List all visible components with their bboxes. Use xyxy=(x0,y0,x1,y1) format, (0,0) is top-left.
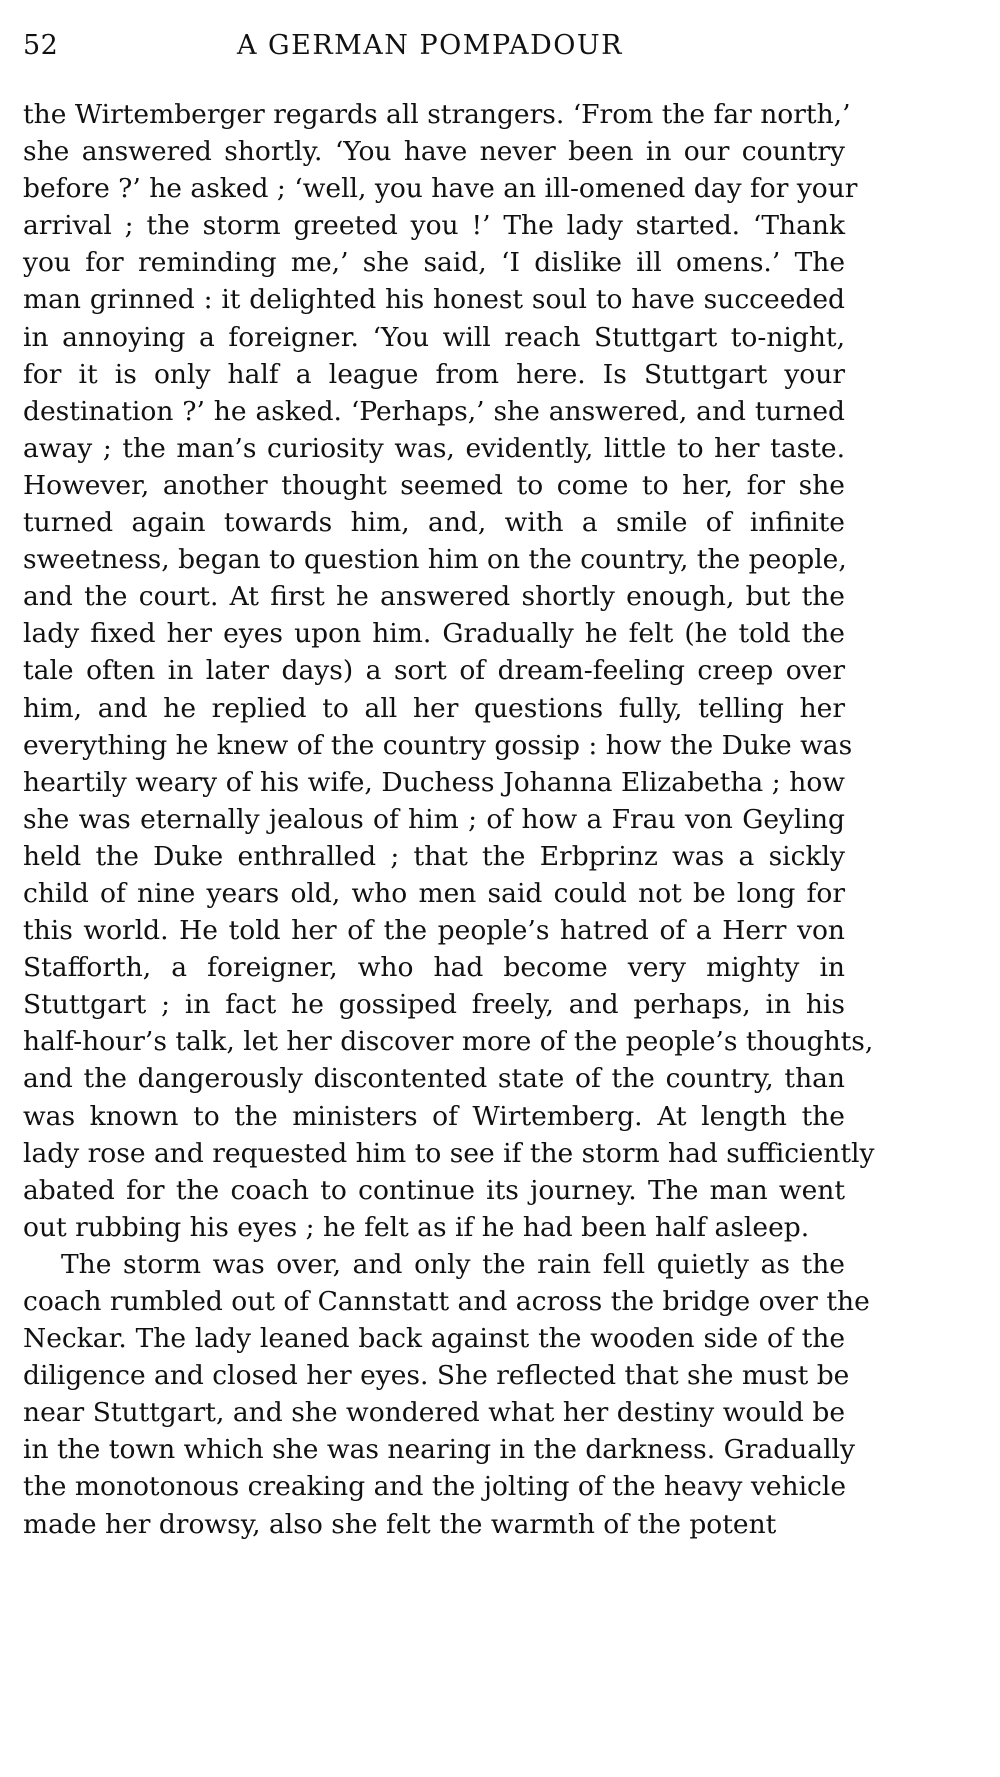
page-number: 52 xyxy=(23,30,59,61)
text-line: away ; the man’s curiosity was, evidently, little to her taste. xyxy=(23,432,845,464)
running-title: A GERMAN POMPADOUR xyxy=(236,30,624,61)
text-line: diligence and closed her eyes. She reflected that she must be xyxy=(23,1360,850,1392)
text-line: for it is only half a league from here. Is Stuttgart your xyxy=(23,358,845,390)
text-line: and the court. At first he answered shortly enough, but the xyxy=(23,581,845,613)
text-line: out rubbing his eyes ; he felt as if he had been half asleep. xyxy=(23,1211,810,1243)
text-line: she answered shortly. ‘You have never been in our country xyxy=(23,136,845,168)
text-line: However, another thought seemed to come to her, for she xyxy=(23,469,845,501)
text-line: before ?’ he asked ; ‘well, you have an ill-omened day for your xyxy=(23,173,858,205)
text-line: Neckar. The lady leaned back against the wooden side of the xyxy=(23,1323,845,1355)
text-line: child of nine years old, who men said could not be long for xyxy=(23,877,845,909)
text-line: tale often in later days) a sort of dream-feeling creep over xyxy=(23,655,845,687)
text-line: sweetness, began to question him on the country, the people, xyxy=(23,544,847,576)
text-line: The storm was over, and only the rain fell quietly as the xyxy=(61,1248,845,1280)
text-line: Stuttgart ; in fact he gossiped freely, and perhaps, in his xyxy=(23,989,845,1021)
text-line: everything he knew of the country gossip : how the Duke was xyxy=(23,729,853,761)
text-line: heartily weary of his wife, Duchess Johanna Elizabetha ; how xyxy=(23,766,845,798)
text-line: and the dangerously discontented state of the country, than xyxy=(23,1063,845,1095)
text-line: the monotonous creaking and the jolting of the heavy vehicle xyxy=(23,1471,847,1503)
text-line: half-hour’s talk, let her discover more of the people’s thoughts, xyxy=(23,1026,874,1058)
text-line: Stafforth, a foreigner, who had become very mighty in xyxy=(23,952,845,984)
text-line: this world. He told her of the people’s hatred of a Herr von xyxy=(23,915,845,947)
text-line: made her drowsy, also she felt the warmth of the potent xyxy=(23,1508,777,1540)
text-line: lady rose and requested him to see if the storm had sufficiently xyxy=(23,1137,875,1169)
text-line: coach rumbled out of Cannstatt and across the bridge over the xyxy=(23,1286,870,1317)
text-line: was known to the ministers of Wirtemberg. At length the xyxy=(23,1100,845,1132)
text-line: arrival ; the storm greeted you !’ The lady started. ‘Thank xyxy=(23,210,845,242)
page-header xyxy=(0,26,1000,66)
text-line: destination ?’ he asked. ‘Perhaps,’ she answered, and turned xyxy=(23,395,845,427)
text-line: in annoying a foreigner. ‘You will reach Stuttgart to-night, xyxy=(23,321,845,353)
text-line: the Wirtemberger regards all strangers. ‘From the far north,’ xyxy=(23,99,851,130)
text-line: near Stuttgart, and she wondered what her destiny would be xyxy=(23,1397,845,1429)
text-line: held the Duke enthralled ; that the Erbprinz was a sickly xyxy=(23,840,845,872)
paragraph xyxy=(23,96,875,1246)
text-line: him, and he replied to all her questions fully, telling her xyxy=(23,692,845,724)
text-line: turned again towards him, and, with a smile of infinite xyxy=(23,507,845,539)
paragraph xyxy=(23,1246,870,1543)
text-line: she was eternally jealous of him ; of how a Frau von Geyling xyxy=(23,803,845,835)
body-text xyxy=(23,96,875,1543)
text-line: abated for the coach to continue its journey. The man went xyxy=(23,1174,845,1206)
text-line: lady fixed her eyes upon him. Gradually he felt (he told the xyxy=(23,618,845,650)
text-line: you for reminding me,’ she said, ‘I dislike ill omens.’ The xyxy=(23,247,845,279)
text-line: in the town which she was nearing in the darkness. Gradually xyxy=(23,1434,856,1466)
text-line: man grinned : it delighted his honest soul to have succeeded xyxy=(23,284,845,316)
